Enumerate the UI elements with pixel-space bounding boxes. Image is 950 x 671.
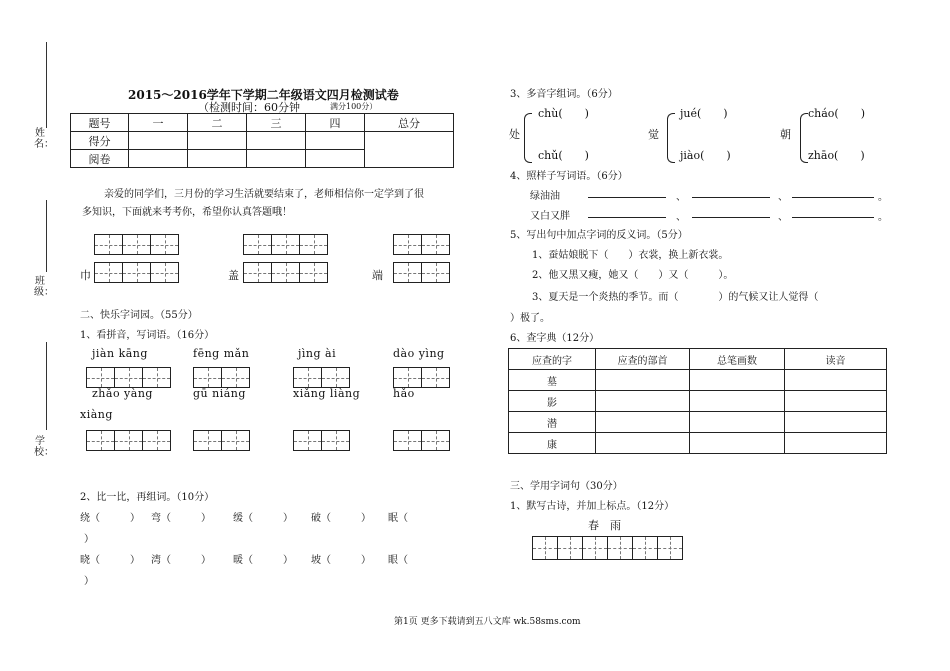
writing-grid[interactable] [393, 234, 450, 255]
compare-nuan: 暖（ ） [233, 555, 293, 566]
q5-item-3b: ）极了。 [510, 313, 550, 324]
reading-jiao: jiào( ) [680, 149, 731, 162]
pinyin-grid[interactable] [393, 430, 450, 451]
compare-po: 破（ ） [311, 513, 371, 524]
q5-item-2: 2、他又黑又瘦，她又（ ）又（ ）。 [532, 270, 734, 281]
score-cell[interactable] [306, 150, 365, 168]
dict-char-ying: 影 [509, 391, 596, 412]
pinyin-fengman: fēng mǎn [193, 347, 250, 360]
pinyin-hao: hǎo [393, 387, 415, 400]
pinyin-grid[interactable] [193, 367, 250, 388]
writing-grid[interactable] [94, 234, 179, 255]
reading-jue: jué( ) [680, 107, 728, 120]
answer-blank[interactable] [588, 217, 666, 218]
polyphone-chao: 朝 [780, 128, 791, 141]
q4-title: 4、照样子写词语。（6分） [510, 171, 628, 182]
char-jin: 巾 [80, 269, 91, 282]
score-cell[interactable] [247, 150, 306, 168]
dun-2: 、 [778, 192, 788, 203]
brace-3 [800, 113, 808, 163]
compare-wan2: 湾（ ） [151, 555, 211, 566]
score-header-total: 总分 [365, 114, 454, 132]
dict-char-kang: 康 [509, 433, 596, 454]
class-label: 班级： [34, 276, 54, 298]
dun-1: 、 [676, 192, 686, 203]
score-table [70, 113, 454, 168]
pinyin-jingai: jìng ài [298, 347, 337, 360]
char-gai: 盖 [228, 269, 239, 282]
compare-pozi: 坡（ ） [311, 555, 371, 566]
dict-cell[interactable] [596, 370, 690, 391]
score-header-4: 四 [306, 114, 365, 132]
school-label: 学校： [34, 436, 54, 458]
score-cell[interactable] [306, 132, 365, 150]
compare-rao: 绕（ ） [80, 513, 140, 524]
compare-mian: 眠（ [388, 513, 408, 524]
dict-cell[interactable] [785, 433, 887, 454]
pinyin-daoying: dào yìng [393, 347, 445, 360]
dict-char-mu: 墓 [509, 370, 596, 391]
dict-header-strokes: 总笔画数 [690, 349, 785, 370]
compare-wan: 弯（ ） [151, 513, 211, 524]
score-header-tihao: 题号 [71, 114, 129, 132]
q5-title: 5、写出句中加点字词的反义词。（5分） [510, 230, 688, 241]
reading-chu4: chù( ) [538, 107, 589, 120]
dun-3: 、 [676, 212, 686, 223]
score-row-defen: 得分 [71, 132, 129, 150]
dict-cell[interactable] [596, 433, 690, 454]
dict-cell[interactable] [785, 370, 887, 391]
pinyin-zhaoyang: zhǎo yàng [92, 387, 153, 400]
close-paren-2: ） [84, 576, 94, 587]
dict-cell[interactable] [596, 391, 690, 412]
poem-grid[interactable] [532, 536, 683, 560]
answer-blank[interactable] [692, 197, 770, 198]
reading-chu3: chǔ( ) [538, 149, 589, 162]
answer-blank[interactable] [792, 217, 874, 218]
polyphone-chu: 处 [509, 128, 520, 141]
pinyin-guniang: gū niáng [193, 387, 246, 400]
brace-1 [524, 113, 532, 163]
pinyin-xiangliang: xiǎng liàng [293, 387, 361, 400]
score-total-cell[interactable] [365, 132, 454, 168]
pinyin-jiankang: jiàn kāng [92, 347, 148, 360]
dict-header-char: 应查的字 [509, 349, 596, 370]
answer-blank[interactable] [692, 217, 770, 218]
score-cell[interactable] [129, 132, 188, 150]
dictionary-table [508, 348, 887, 454]
margin-line-2 [46, 200, 47, 272]
writing-grid[interactable] [393, 262, 450, 283]
pinyin-xiang: xiàng [80, 408, 113, 421]
poem-title: 春 雨 [588, 519, 621, 532]
dict-cell[interactable] [596, 412, 690, 433]
q3-title: 3、多音字组词。（6分） [510, 89, 618, 100]
dun-4: 、 [778, 212, 788, 223]
pinyin-grid[interactable] [393, 367, 450, 388]
exam-time: （检测时间：60分钟 [198, 101, 300, 114]
reading-chao: cháo( ) [808, 107, 866, 120]
score-cell[interactable] [247, 132, 306, 150]
intro-line-1: 亲爱的同学们，三月份的学习生活就要结束了，老师相信你一定学到了很 [104, 189, 424, 200]
score-cell[interactable] [188, 132, 247, 150]
score-header-2: 二 [188, 114, 247, 132]
pinyin-grid[interactable] [293, 367, 350, 388]
writing-grid[interactable] [243, 234, 328, 255]
reading-zhao: zhāo( ) [808, 149, 865, 162]
intro-line-2: 多知识，下面就来考考你，希望你认真答题哦！ [82, 207, 292, 218]
period-2: 。 [878, 212, 888, 223]
section2-title: 二、快乐字词园。（55分） [80, 310, 198, 321]
score-header-3: 三 [247, 114, 306, 132]
dict-cell[interactable] [690, 370, 785, 391]
page-footer: 第1页 更多下载请到五八文库 wk.58sms.com [394, 617, 581, 627]
dict-cell[interactable] [690, 391, 785, 412]
char-duan: 端 [372, 269, 383, 282]
score-cell[interactable] [188, 150, 247, 168]
example-youbaiyoupang: 又白又胖 [530, 211, 570, 222]
page-title: 2015～2016学年下学期二年级语文四月检测试卷 [128, 88, 399, 102]
compare-huan: 缓（ ） [233, 513, 293, 524]
name-label: 姓名： [34, 128, 54, 150]
dict-cell[interactable] [690, 433, 785, 454]
q5-item-3: 3、夏天是一个炎热的季节。而（ ）的气候又让人觉得（ [532, 292, 819, 303]
example-lvyouyou: 绿油油 [530, 191, 560, 202]
period-1: 。 [878, 192, 888, 203]
brace-2 [667, 113, 675, 163]
dict-char-qian: 潜 [509, 412, 596, 433]
section4-q1-title: 1、默写古诗，并加上标点。（12分） [510, 501, 675, 512]
q6-title: 6、查字典（12分） [510, 333, 600, 344]
q1-title: 1、看拼音，写词语。（16分） [80, 330, 215, 341]
close-paren: ） [84, 534, 94, 545]
margin-line-1 [46, 42, 47, 128]
compare-xiao: 晓（ ） [80, 555, 140, 566]
polyphone-jue: 觉 [648, 128, 659, 141]
q5-item-1: 1、蚕姑娘脱下（ ）衣裳，换上新衣裳。 [532, 250, 729, 261]
writing-grid[interactable] [94, 262, 179, 283]
pinyin-grid[interactable] [86, 367, 171, 388]
dict-header-pronunciation: 读音 [785, 349, 887, 370]
pinyin-grid[interactable] [293, 430, 350, 451]
answer-blank[interactable] [792, 197, 874, 198]
writing-grid[interactable] [243, 262, 328, 283]
dict-cell[interactable] [785, 412, 887, 433]
full-score: 满分100分） [330, 102, 378, 111]
answer-blank[interactable] [588, 197, 666, 198]
q2-title: 2、比一比，再组词。（10分） [80, 492, 215, 503]
score-row-yuejuan: 阅卷 [71, 150, 129, 168]
dict-cell[interactable] [785, 391, 887, 412]
margin-line-3 [46, 342, 47, 430]
dict-cell[interactable] [690, 412, 785, 433]
pinyin-grid[interactable] [193, 430, 250, 451]
score-cell[interactable] [129, 150, 188, 168]
compare-yan: 眼（ [388, 555, 408, 566]
score-header-1: 一 [129, 114, 188, 132]
pinyin-grid[interactable] [86, 430, 171, 451]
dict-header-radical: 应查的部首 [596, 349, 690, 370]
section4-title: 三、学用字词句（30分） [510, 481, 623, 492]
